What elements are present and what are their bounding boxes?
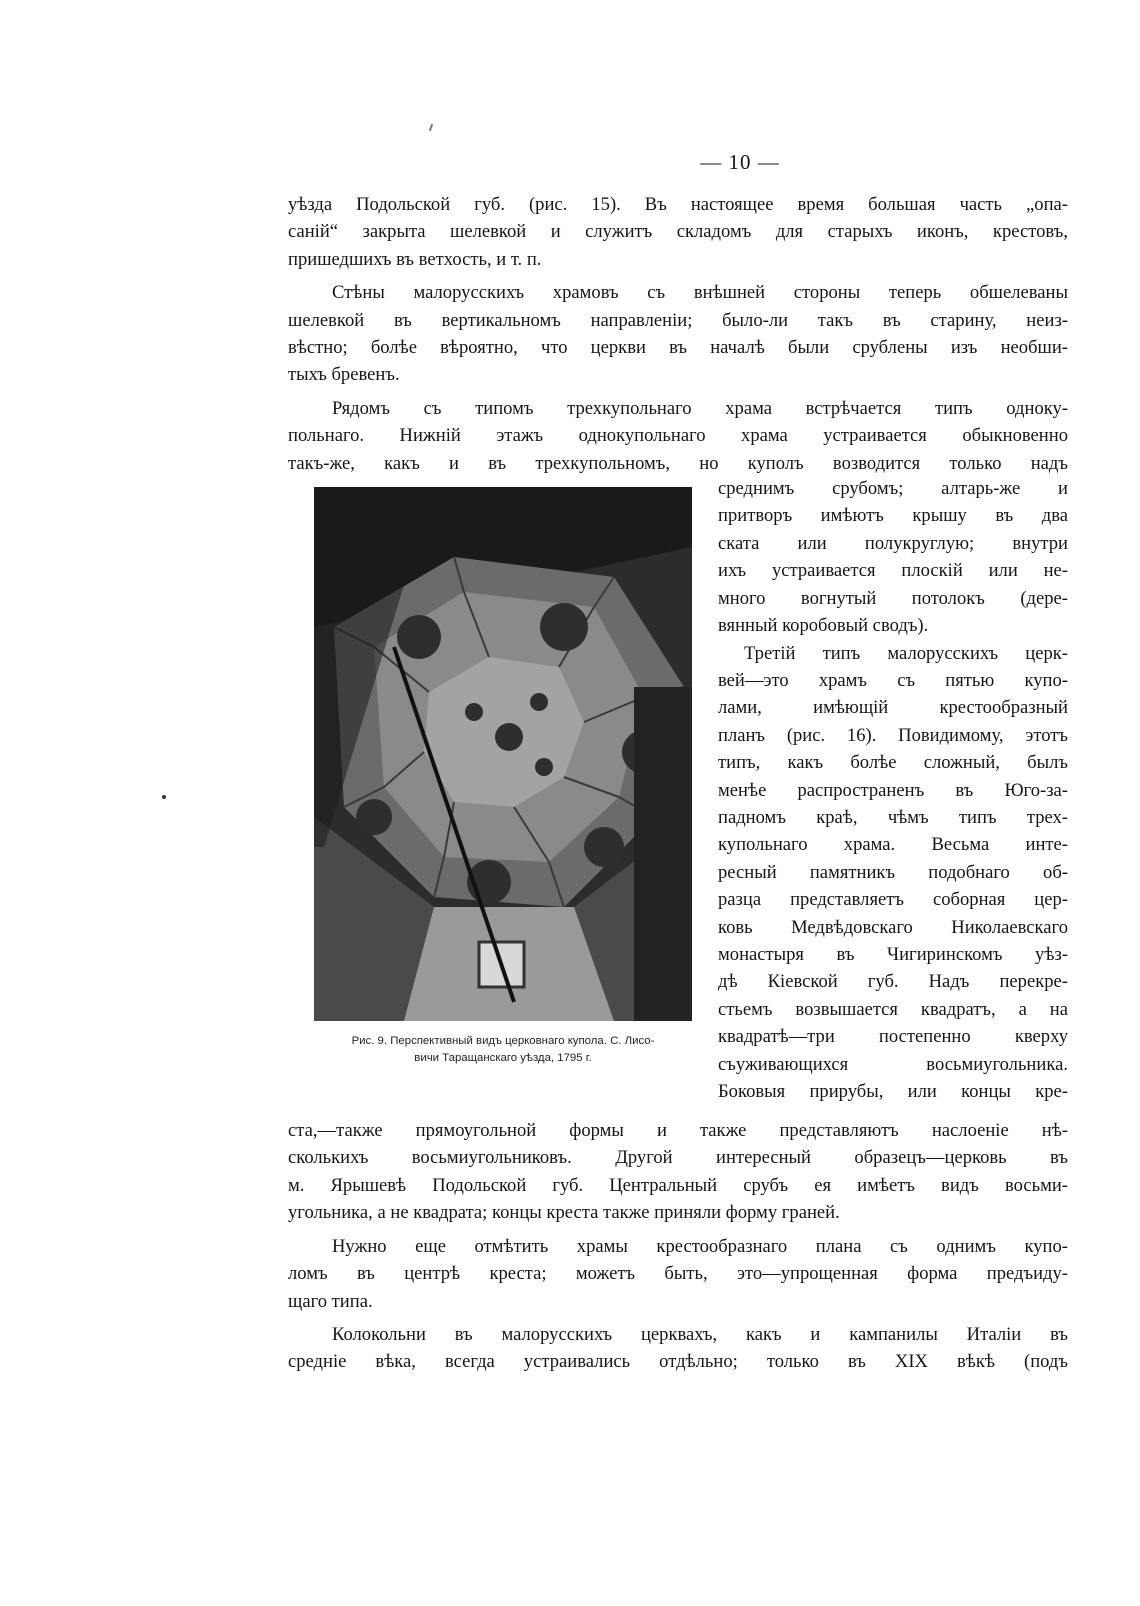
para2-line-2: шелевкой въ вертикальномъ направленіи; было-ли такъ въ старину, неиз- [288,309,1068,331]
caption-line-2: вичи Таращанскаго уѣзда, 1795 г. [414,1051,592,1064]
para4-line-4: угольника, а не квадрата; концы креста также приняли форму граней. [288,1202,840,1224]
para4-line-3: м. Ярышевѣ Подольской губ. Центральный срубъ ея имѣетъ видъ восьми- [288,1174,1068,1196]
side-line: ската или полукруглую; внутри [718,532,1068,554]
side-line: Третій типъ малорусскихъ церк- [744,642,1068,664]
side-line: стьемъ возвышается квадратъ, а на [718,998,1068,1020]
figure-caption [288,1033,718,1066]
scan-dot [162,795,166,799]
side-line: типъ, какъ болѣе сложный, былъ [718,752,1068,774]
side-line: ихъ устраивается плоскій или не- [718,560,1068,582]
caption-line-1: Рис. 9. Перспективный видъ церковнаго купола. С. Лисо- [351,1035,655,1048]
side-line: дѣ Кіевской губ. Надъ перекре- [718,971,1068,993]
side-line: притворъ имѣютъ крышу въ два [718,505,1068,527]
para6-line-2: средніе вѣка, всегда устраивались отдѣльно; только въ XIX вѣкѣ (подъ [288,1351,1068,1373]
para5-line-1: Нужно еще отмѣтить храмы крестообразнаго плана съ однимъ купо- [332,1235,1068,1257]
figure-block [288,477,1068,1117]
para3-line-3: такъ-же, какъ и въ трехкупольномъ, но куполъ возводится только надъ [288,452,1068,474]
side-line: монастыря въ Чигиринскомъ уѣз- [718,943,1068,965]
side-line: квадратѣ—три постепенно кверху [718,1026,1068,1048]
side-line: съуживающихся восьмиугольника. [718,1053,1068,1075]
para2-line-3: вѣстно; болѣе вѣроятно, что церкви въ началѣ были срублены изъ необши- [288,337,1068,359]
para2-line-1: Стѣны малорусскихъ храмовъ съ внѣшней стороны теперь обшелеваны [332,282,1068,304]
side-line: вей—это храмъ съ пятью купо- [718,669,1068,691]
page-number: — 10 — [700,150,780,174]
para2-line-4: тыхъ бревенъ. [288,364,400,386]
dome-photo [314,487,692,1021]
side-line: разца представляетъ соборная цер- [718,889,1068,911]
side-line: много вогнутый потолокъ (дере- [718,587,1068,609]
side-line: менѣе распространенъ въ Юго-за- [718,779,1068,801]
para4-line-1: ста,—также прямоугольной формы и также представляютъ наслоеніе нѣ- [288,1120,1068,1142]
para3-line-2: польнаго. Нижній этажъ однокупольнаго храма устраивается обыкновенно [288,425,1068,447]
side-line: ресный памятникъ подобнаго об- [718,861,1068,883]
para5-line-2: ломъ въ центрѣ креста; можетъ быть, это—упрощенная форма предъиду- [288,1263,1068,1285]
side-line: купольнаго храма. Весьма инте- [718,834,1068,856]
side-line: планъ (рис. 16). Повидимому, этотъ [718,724,1068,746]
intro-line-2: саній“ закрыта шелевкой и служитъ складомъ для старыхъ иконъ, крестовъ, [288,221,1068,243]
para5-line-3: щаго типа. [288,1290,373,1312]
para4-line-2: сколькихъ восьмиугольниковъ. Другой интересный образецъ—церковь въ [288,1147,1068,1169]
side-line: вянный коробовый сводъ). [718,615,929,637]
intro-line-3: пришедшихъ въ ветхость, и т. п. [288,248,542,270]
body-text [288,191,1068,1376]
side-line: Боковыя прирубы, или концы кре- [718,1081,1068,1102]
side-line: падномъ краѣ, чѣмъ типъ трех- [718,806,1068,828]
side-line: среднимъ срубомъ; алтарь-же и [718,478,1068,500]
side-column [718,475,1068,1105]
side-line: лами, имѣющій крестообразный [718,697,1068,719]
dome-photo-illustration [314,487,692,1021]
scan-mark [429,124,433,131]
para6-line-1: Колокольни въ малорусскихъ церквахъ, какъ и кампанилы Италіи въ [332,1323,1068,1345]
intro-line-1: уѣзда Подольской губ. (рис. 15). Въ настоящее время большая часть „опа- [288,194,1068,215]
side-line: ковь Медвѣдовскаго Николаевскаго [718,916,1068,938]
para3-line-1: Рядомъ съ типомъ трехкупольнаго храма встрѣчается типъ одноку- [332,397,1068,419]
